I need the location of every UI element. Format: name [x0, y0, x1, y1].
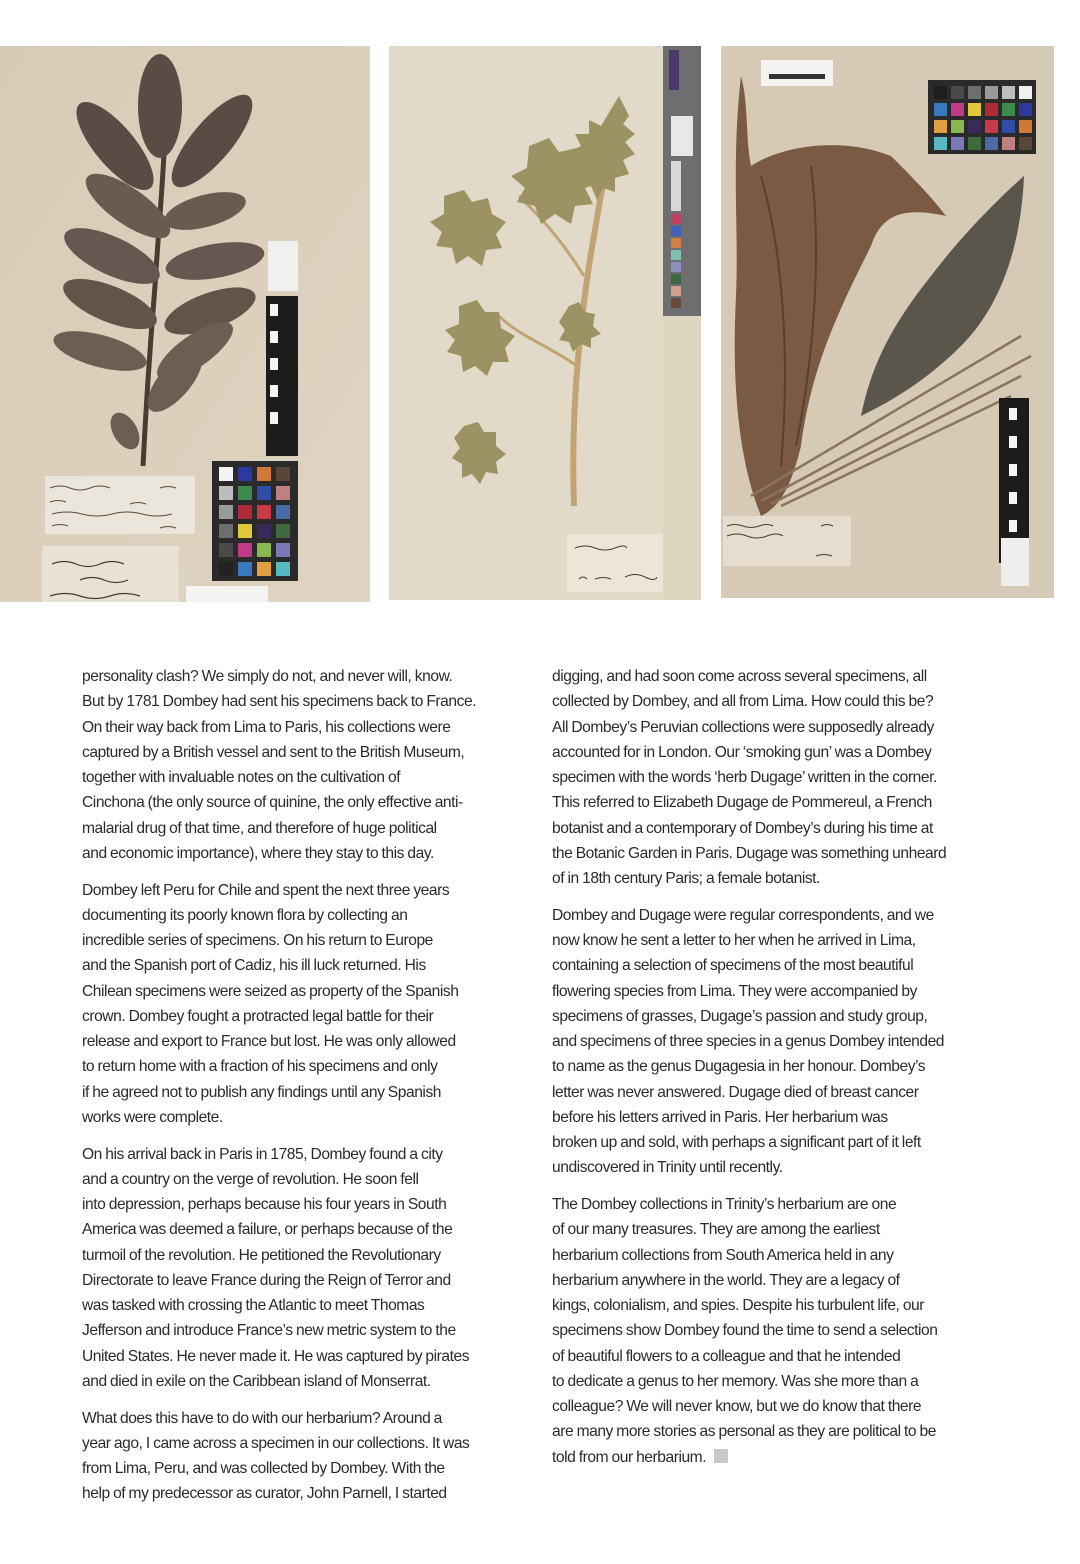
text-line: help of my predecessor as curator, John Parnell, I started: [82, 1485, 447, 1503]
text-line: year ago, I came across a specimen in our collections. It was: [82, 1434, 470, 1452]
text-line: Dombey left Peru for Chile and spent the next three years: [82, 881, 450, 899]
paragraph: [552, 1192, 1004, 1470]
barcode-label: [761, 60, 833, 86]
text-line: from Lima, Peru, and was collected by Dombey. With the: [82, 1460, 445, 1477]
text-line: On his arrival back in Paris in 1785, Dombey found a city: [82, 1145, 443, 1163]
text-line: specimens of grasses, Dugage’s passion and study group,: [552, 1007, 928, 1025]
text-line: herbarium collections from South America held in any: [552, 1246, 894, 1264]
text-line: if he agreed not to publish any findings until any Spanish: [82, 1083, 442, 1101]
text-line: crown. Dombey fought a protracted legal battle for their: [82, 1007, 434, 1025]
text-line: The Dombey collections in Trinity’s herbarium are one: [552, 1196, 897, 1213]
handwritten-label: [723, 516, 851, 566]
herbarium-specimen-photo-center: [389, 46, 701, 600]
text-line: before his letters arrived in Paris. Her herbarium was: [552, 1108, 888, 1126]
herbarium-sheet: [389, 46, 701, 600]
text-line: containing a selection of specimens of the most beautiful: [552, 957, 914, 975]
institution-logo: [268, 241, 298, 291]
specimen-illustration: [721, 46, 1054, 598]
paragraph: [82, 1142, 534, 1395]
text-line: captured by a British vessel and sent to the British Museum,: [82, 743, 465, 761]
text-line: accounted for in London. Our ‘smoking gun’ was a Dombey: [552, 743, 932, 761]
text-line: This referred to Elizabeth Dugage de Pommereul, a French: [552, 794, 932, 812]
text-line: was tasked with crossing the Atlantic to meet Thomas: [82, 1297, 425, 1314]
text-line: digging, and had soon come across several specimens, all: [552, 668, 927, 685]
specimen-illustration: [389, 46, 701, 600]
article-column-left: [82, 664, 534, 1518]
text-line: undiscovered in Trinity until recently.: [552, 1159, 783, 1177]
text-line: told from our herbarium.: [552, 1448, 707, 1466]
text-line-last: [552, 1445, 1004, 1470]
text-line: and economic importance), where they stay to this day.: [82, 844, 434, 862]
text-line: collected by Dombey, and all from Lima. How could this be?: [552, 693, 934, 711]
paragraph: [552, 664, 1004, 891]
text-line: Cinchona (the only source of quinine, the only effective anti-: [82, 794, 463, 812]
text-line: America was deemed a failure, or perhaps because of the: [82, 1221, 453, 1239]
specimen-illustration: [0, 46, 370, 602]
paragraph: [82, 664, 534, 866]
text-line: and a country on the verge of revolution. He soon fell: [82, 1170, 419, 1188]
text-line: release and export to France but lost. He was only allowed: [82, 1033, 456, 1050]
text-line: works were complete.: [82, 1108, 223, 1126]
text-line: to dedicate a genus to her memory. Was she more than a: [552, 1372, 919, 1390]
text-line: specimen with the words ‘herb Dugage’ written in the corner.: [552, 769, 937, 786]
text-line: On their way back from Lima to Paris, his collections were: [82, 718, 451, 736]
text-line: What does this have to do with our herbarium? Around a: [82, 1409, 442, 1427]
text-line: broken up and sold, with perhaps a significant part of it left: [552, 1134, 921, 1151]
text-line: turmoil of the revolution. He petitioned the Revolutionary: [82, 1246, 441, 1264]
text-line: personality clash? We simply do not, and never will, know.: [82, 668, 453, 685]
text-line: specimens show Dombey found the time to send a selection: [552, 1322, 938, 1340]
paragraph: [82, 878, 534, 1131]
text-line: of beautiful flowers to a colleague and that he intended: [552, 1347, 901, 1365]
text-line: kings, colonialism, and spies. Despite his turbulent life, our: [552, 1297, 925, 1314]
handwritten-label: [567, 534, 663, 592]
barcode-label: [186, 586, 268, 602]
text-line: of in 18th century Paris; a female botanist.: [552, 870, 820, 887]
text-line: now know he sent a letter to her when he arrived in Lima,: [552, 932, 916, 949]
text-line: United States. He never made it. He was captured by pirates: [82, 1347, 470, 1365]
text-line: Dombey and Dugage were regular correspondents, and we: [552, 906, 934, 924]
text-line: All Dombey’s Peruvian collections were supposedly already: [552, 718, 934, 736]
text-line: together with invaluable notes on the cultivation of: [82, 769, 401, 786]
herbarium-specimen-photo-left: [0, 46, 370, 602]
text-line: and specimens of three species in a genus Dombey intended: [552, 1033, 945, 1050]
text-line: of our many treasures. They are among the earliest: [552, 1221, 880, 1239]
text-line: malarial drug of that time, and therefore of huge political: [82, 819, 437, 837]
text-line: botanist and a contemporary of Dombey’s during his time at: [552, 819, 933, 837]
text-line: Chilean specimens were seized as property of the Spanish: [82, 982, 459, 1000]
text-line: Directorate to leave France during the Reign of Terror and: [82, 1271, 451, 1289]
text-line: herbarium anywhere in the world. They are a legacy of: [552, 1271, 900, 1289]
institution-logo: [1001, 538, 1029, 586]
text-line: flowering species from Lima. They were accompanied by: [552, 982, 917, 1000]
text-line: to return home with a fraction of his specimens and only: [82, 1058, 438, 1076]
text-line: colleague? We will never know, but we do know that there: [552, 1398, 922, 1415]
text-line: the Botanic Garden in Paris. Dugage was something unheard: [552, 844, 947, 862]
text-line: are many more stories as personal as they are political to be: [552, 1423, 936, 1441]
end-of-article-square-icon: [714, 1449, 728, 1463]
text-line: to name as the genus Dugagesia in her honour. Dombey’s: [552, 1058, 926, 1076]
paragraph: [82, 1406, 534, 1507]
herbarium-specimen-photo-right: [721, 46, 1054, 598]
text-line: into depression, perhaps because his four years in South: [82, 1196, 447, 1213]
sheet-margin: [663, 316, 701, 600]
paragraph: [552, 903, 1004, 1181]
text-line: But by 1781 Dombey had sent his specimens back to France.: [82, 693, 477, 711]
scale-ruler: [266, 296, 298, 456]
color-calibration-strip: [663, 46, 701, 316]
text-line: and the Spanish port of Cadiz, his ill luck returned. His: [82, 957, 426, 975]
text-line: incredible series of specimens. On his return to Europe: [82, 932, 433, 949]
text-line: Jefferson and introduce France’s new metric system to the: [82, 1322, 456, 1340]
text-line: and died in exile on the Caribbean island of Monserrat.: [82, 1372, 431, 1390]
text-line: letter was never answered. Dugage died of breast cancer: [552, 1083, 919, 1101]
text-line: documenting its poorly known flora by collecting an: [82, 906, 408, 924]
article-column-right: [552, 664, 1004, 1481]
